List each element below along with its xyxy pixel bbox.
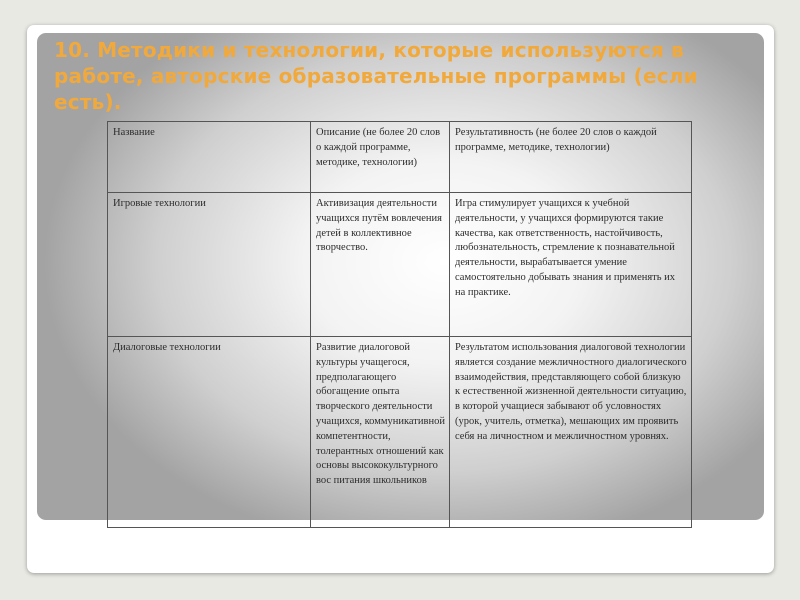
cell-description: Активизация деятельности учащихся путём вовлечения детей в коллективное творчество. [311, 193, 450, 337]
table-row [108, 193, 692, 337]
cell-description: Развитие диалоговой культуры учащегося, предполагающего обогащение опыта творческого деятельности учащихся, коммуникативной компетентности, толерантных отношений как основы высококультурного вос питания школьников [311, 337, 450, 528]
cell-name: Игровые технологии [108, 193, 311, 337]
cell-result: Игра стимулирует учащихся к учебной деятельности, у учащихся формируются такие качества, как ответственность, настойчивость, любознательность, стремление к познавательной деятельности, вырабатывается умение самостоятельно добывать знания и применять их на практике. [450, 193, 692, 337]
table-row [108, 337, 692, 528]
header-cell-result: Результативность (не более 20 слов о каждой программе, методике, технологии) [450, 122, 692, 193]
methods-table [107, 121, 692, 528]
slide-title: 10. Методики и технологии, которые используются в работе, авторские образовательные программы (если есть). [54, 38, 698, 114]
cell-result: Результатом использования диалоговой технологии является создание межличностного диалогического взаимодействия, представляющего собой близкую к естественной жизненной деятельности ситуацию, в которой учащиеся забывают об условностях (урок, учитель, отметка), мешающих им проявить себя на личностном и межличностном уровнях. [450, 337, 692, 528]
table-header-row [108, 122, 692, 193]
cell-name: Диалоговые технологии [108, 337, 311, 528]
header-cell-description: Описание (не более 20 слов о каждой программе, методике, технологии) [311, 122, 450, 193]
header-cell-name: Название [108, 122, 311, 193]
